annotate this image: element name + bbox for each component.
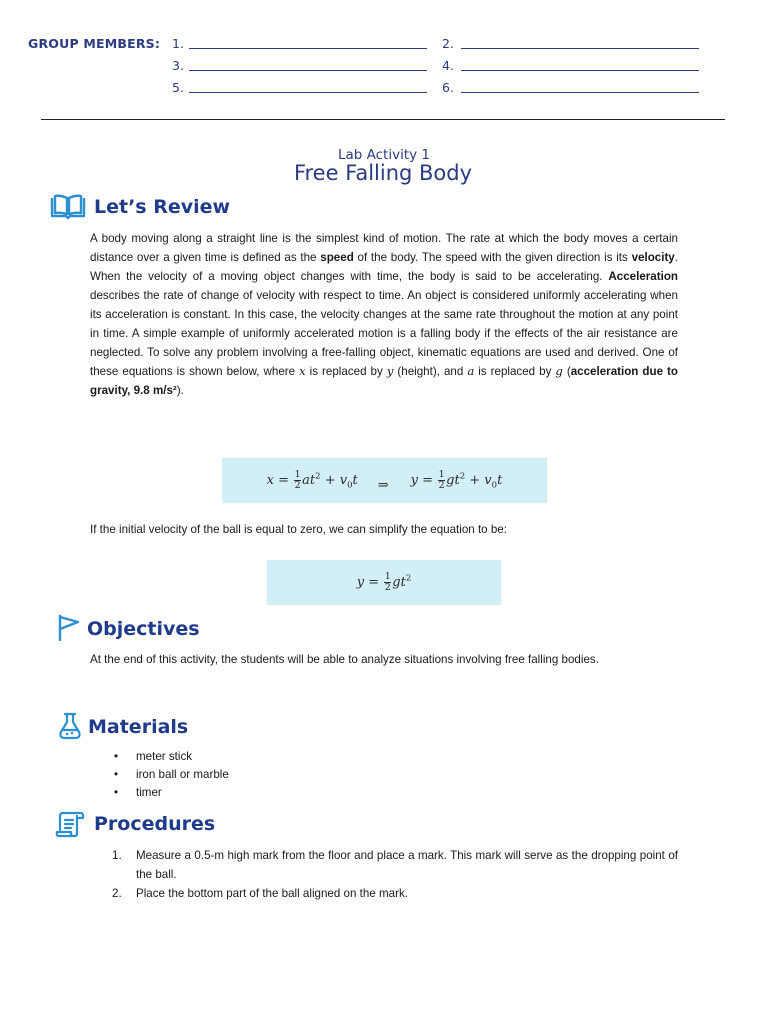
review-text-run: of the body. The speed with the given direction is its [353, 251, 632, 264]
review-text-run: g [555, 364, 563, 378]
review-text-run: Acceleration [608, 270, 678, 283]
review-heading: Let’s Review [94, 196, 231, 218]
review-text-run: ). [176, 384, 184, 397]
scroll-icon [55, 810, 85, 838]
review-text-run: A body moving along a straight line is the simplest kind of motion. The rate at which the body moves a certain distance over a given time is defined as the [90, 232, 678, 264]
group-members-label: GROUP MEMBERS: [28, 36, 161, 51]
flask-icon [58, 712, 82, 740]
objectives-heading: Objectives [87, 618, 200, 640]
review-paragraph [90, 229, 678, 400]
member-slot-number: 4. [442, 58, 454, 73]
review-text-run: velocity [631, 251, 675, 264]
procedures-heading: Procedures [94, 813, 216, 835]
review-text-run: a [467, 364, 475, 378]
simplified-equation-box [267, 560, 501, 605]
review-text-run: ( [562, 365, 571, 378]
lab-activity-number: Lab Activity 1 [337, 147, 431, 163]
review-text-run: is replaced by [305, 365, 387, 378]
review-text-run: y [386, 364, 394, 378]
equation-simplified: y = $\frac{1}{2}$ $gt^2$ [356, 571, 412, 593]
implies-arrow: ⇒ [377, 478, 389, 493]
member-slot-number: 3. [172, 58, 184, 73]
member-6-blank[interactable] [461, 92, 699, 93]
review-text-run: acceleration due to gravity, 9.8 m/s² [90, 365, 678, 397]
member-1-blank[interactable] [189, 48, 427, 49]
header-divider [41, 119, 725, 120]
objectives-text: At the end of this activity, the students will be able to analyze situations involving free falling bodies. [90, 653, 599, 666]
list-item: 1. Measure a 0.5-m high mark from the floor and place a mark. This mark will serve as the dropping point of the ball. [112, 849, 678, 881]
simplify-text: If the initial velocity of the ball is equal to zero, we can simplify the equation to be: [90, 523, 507, 536]
review-text-run: describes the rate of change of velocity with respect to time. An object is considered uniformly accelerating when its acceleration is constant. In this case, the velocity changes at the same rate throughout the motion at any point in time. A simple example of uniformly accelerated motion is a falling body if the effects of the air resistance are neglected. To solve any problem involving a free-falling object, kinematic equations are used and derived. One of these equations is shown below, where [90, 289, 678, 378]
review-text-run: (height), and [393, 365, 468, 378]
member-2-blank[interactable] [461, 48, 699, 49]
equation-free-fall: y = $\frac{1}{2}$ $gt^2 + v_0t$ [410, 469, 503, 491]
open-book-icon [50, 194, 86, 220]
kinematic-equation-box [222, 458, 547, 503]
member-5-blank[interactable] [189, 92, 427, 93]
list-item: 2. Place the bottom part of the ball aligned on the mark. [112, 887, 408, 900]
equation-general: x = $\frac{1}{2}$ $at^2 + v_0t$ [266, 469, 358, 491]
review-text-run: is replaced by [474, 365, 556, 378]
member-slot-number: 5. [172, 80, 184, 95]
review-text-run: speed [320, 251, 354, 264]
member-slot-number: 2. [442, 36, 454, 51]
member-4-blank[interactable] [461, 70, 699, 71]
materials-heading: Materials [88, 716, 189, 738]
member-slot-number: 6. [442, 80, 454, 95]
flag-icon [56, 614, 82, 642]
member-slot-number: 1. [172, 36, 184, 51]
review-text-run: x [299, 364, 306, 378]
review-text-run: . When the velocity of a moving object changes with time, the body is said to be accelerating. [90, 251, 678, 283]
member-3-blank[interactable] [189, 70, 427, 71]
page-title: Free Falling Body [293, 161, 473, 185]
